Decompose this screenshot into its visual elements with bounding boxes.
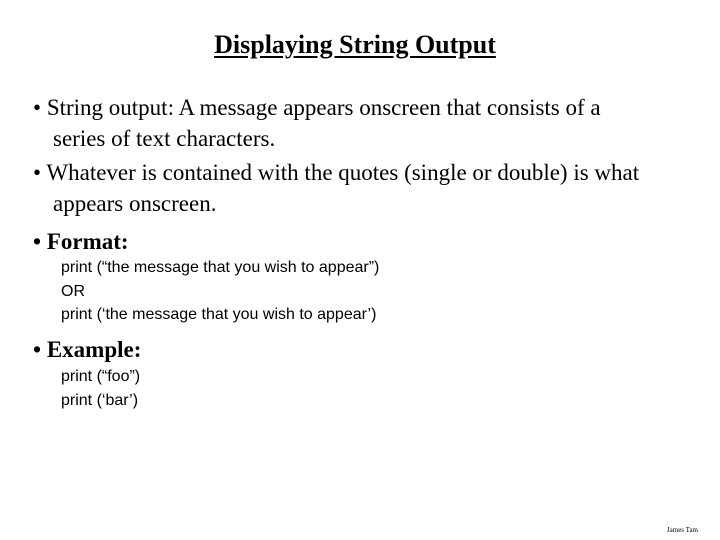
bullet-continuation: series of text characters. <box>53 126 276 151</box>
bullet-line <box>33 226 693 257</box>
bullet-format <box>33 226 693 257</box>
bullet-continuation: appears onscreen. <box>53 191 217 216</box>
code-line: OR <box>61 282 85 300</box>
code-line: print (“the message that you wish to appear”) <box>61 259 380 276</box>
bullet-text: String output: A message appears onscreen that consists of a <box>46 95 601 120</box>
bullet-line <box>33 92 693 123</box>
bullet-line <box>33 157 693 188</box>
code-line: print (“foo”) <box>61 368 141 385</box>
slide-title: Displaying String Output <box>214 30 496 59</box>
bullet-marker: • <box>33 160 42 185</box>
bullet-quotes <box>33 157 693 219</box>
code-line: print (‘the message that you wish to appear’) <box>61 306 377 323</box>
format-code-block <box>61 256 379 327</box>
bullet-marker: • <box>33 229 42 254</box>
bullet-example <box>33 334 693 365</box>
footer-author: James Tam <box>666 526 698 534</box>
bullet-text: Whatever is contained with the quotes (single or double) is what <box>46 160 640 185</box>
code-line: print (‘bar’) <box>61 391 139 409</box>
example-code-block <box>61 365 140 412</box>
bullet-line <box>33 334 693 365</box>
bullet-heading: Example: <box>46 337 142 362</box>
bullet-string-output <box>33 92 693 154</box>
bullet-heading: Format: <box>46 229 129 254</box>
bullet-marker: • <box>33 95 42 120</box>
bullet-marker: • <box>33 337 42 362</box>
